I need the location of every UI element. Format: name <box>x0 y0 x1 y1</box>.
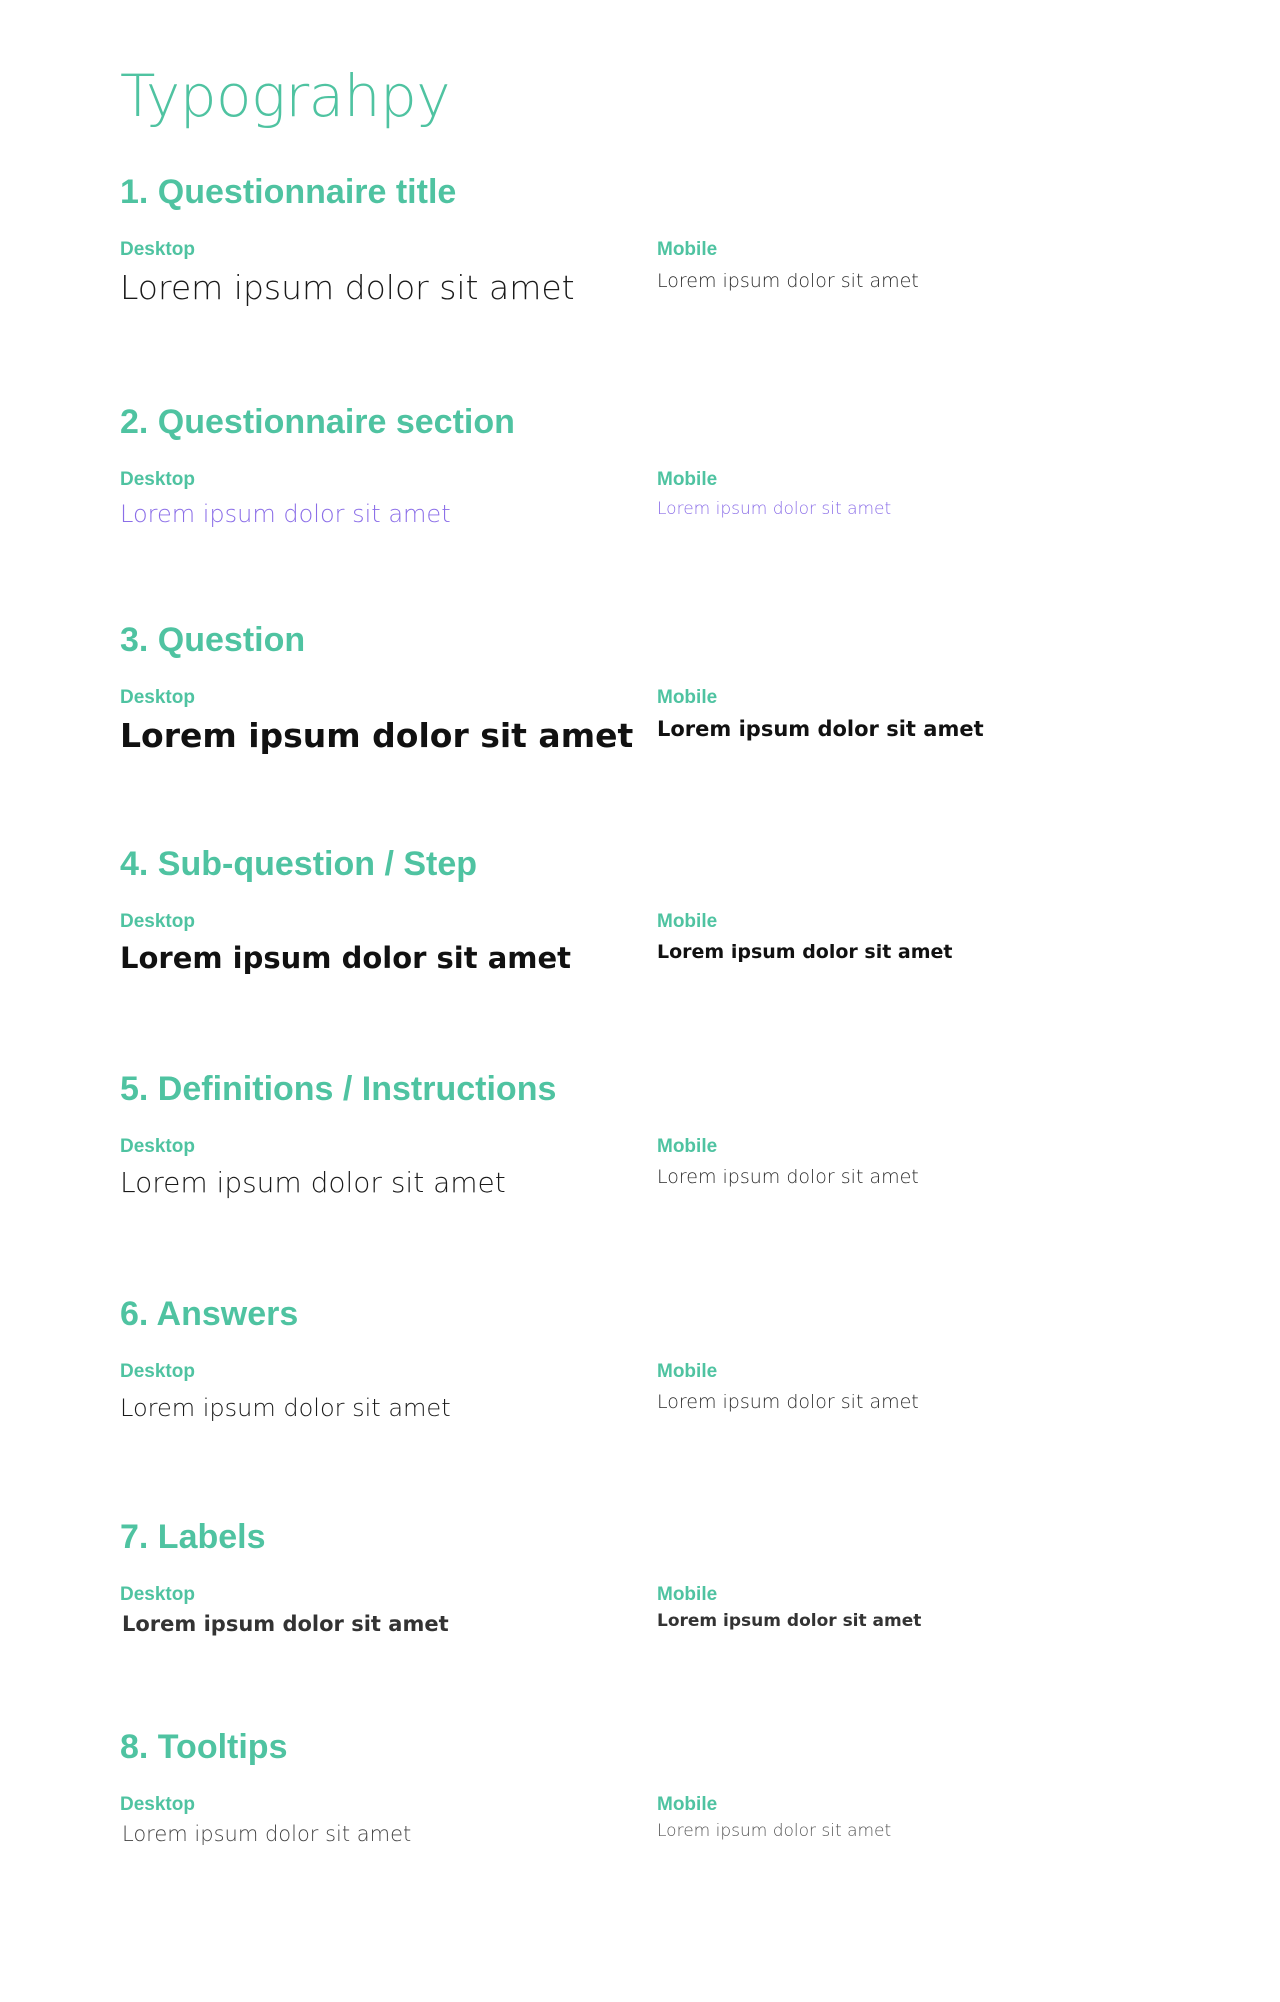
section-definitions-instructions <box>120 1069 1160 1269</box>
desktop-label: Desktop <box>120 911 195 932</box>
section-question <box>120 620 1160 820</box>
mobile-column <box>657 238 919 295</box>
mobile-label: Mobile <box>657 239 718 260</box>
mobile-sample-text: Lorem ipsum dolor sit amet <box>657 717 984 741</box>
mobile-column <box>657 686 984 743</box>
mobile-sample-text: Lorem ipsum dolor sit amet <box>657 1391 919 1413</box>
mobile-column <box>657 1135 919 1191</box>
section-questionnaire-section <box>120 402 1160 602</box>
mobile-sample-text: Lorem ipsum dolor sit amet <box>657 1166 919 1188</box>
mobile-sample-text: Lorem ipsum dolor sit amet <box>657 270 919 292</box>
mobile-column <box>657 910 953 966</box>
desktop-sample-text: Lorem ipsum dolor sit amet <box>120 941 572 975</box>
desktop-label: Desktop <box>120 1794 195 1815</box>
section-heading: 1. Questionnaire title <box>120 173 457 211</box>
mobile-sample-text: Lorem ipsum dolor sit amet <box>657 941 953 963</box>
desktop-column <box>120 910 571 978</box>
section-heading: 8. Tooltips <box>120 1728 288 1766</box>
desktop-label: Desktop <box>120 469 195 490</box>
mobile-column <box>657 468 891 522</box>
mobile-label: Mobile <box>657 1136 718 1157</box>
mobile-column <box>657 1360 919 1416</box>
section-heading: 7. Labels <box>120 1518 266 1556</box>
section-heading: 6. Answers <box>120 1295 299 1333</box>
section-answers <box>120 1294 1160 1494</box>
desktop-sample-text: Lorem ipsum dolor sit amet <box>122 1822 412 1846</box>
mobile-label: Mobile <box>657 1584 718 1605</box>
mobile-sample-text: Lorem ipsum dolor sit amet <box>657 499 892 519</box>
mobile-sample-text: Lorem ipsum dolor sit amet <box>657 1821 892 1841</box>
mobile-column <box>657 1793 891 1845</box>
desktop-sample-text: Lorem ipsum dolor sit amet <box>120 1394 451 1422</box>
mobile-sample-text: Lorem ipsum dolor sit amet <box>657 1611 922 1631</box>
mobile-label: Mobile <box>657 469 718 490</box>
desktop-label: Desktop <box>120 1584 195 1605</box>
desktop-sample-text: Lorem ipsum dolor sit amet <box>120 1166 506 1199</box>
desktop-column <box>120 238 575 310</box>
desktop-label: Desktop <box>120 1136 195 1157</box>
desktop-sample-text: Lorem ipsum dolor sit amet <box>120 500 451 528</box>
desktop-label: Desktop <box>120 687 195 708</box>
desktop-column <box>120 1583 449 1639</box>
mobile-label: Mobile <box>657 911 718 932</box>
section-sub-question-step <box>120 844 1160 1044</box>
mobile-label: Mobile <box>657 1794 718 1815</box>
desktop-label: Desktop <box>120 1361 195 1382</box>
desktop-column <box>120 1360 451 1426</box>
desktop-column <box>120 1135 506 1203</box>
section-labels <box>120 1517 1160 1717</box>
desktop-column <box>120 1793 411 1849</box>
mobile-label: Mobile <box>657 1361 718 1382</box>
section-tooltips <box>120 1727 1160 1927</box>
desktop-column <box>120 686 633 758</box>
section-heading: 4. Sub-question / Step <box>120 845 478 883</box>
mobile-label: Mobile <box>657 687 718 708</box>
desktop-sample-text: Lorem ipsum dolor sit amet <box>120 268 575 307</box>
section-heading: 2. Questionnaire section <box>120 403 515 441</box>
page-title: Typograhpy <box>120 62 451 130</box>
desktop-label: Desktop <box>120 239 195 260</box>
desktop-sample-text: Lorem ipsum dolor sit amet <box>122 1612 449 1636</box>
section-heading: 3. Question <box>120 621 306 659</box>
mobile-column <box>657 1583 921 1635</box>
desktop-sample-text: Lorem ipsum dolor sit amet <box>120 716 634 755</box>
section-questionnaire-title <box>120 172 1160 372</box>
desktop-column <box>120 468 451 531</box>
section-heading: 5. Definitions / Instructions <box>120 1070 557 1108</box>
